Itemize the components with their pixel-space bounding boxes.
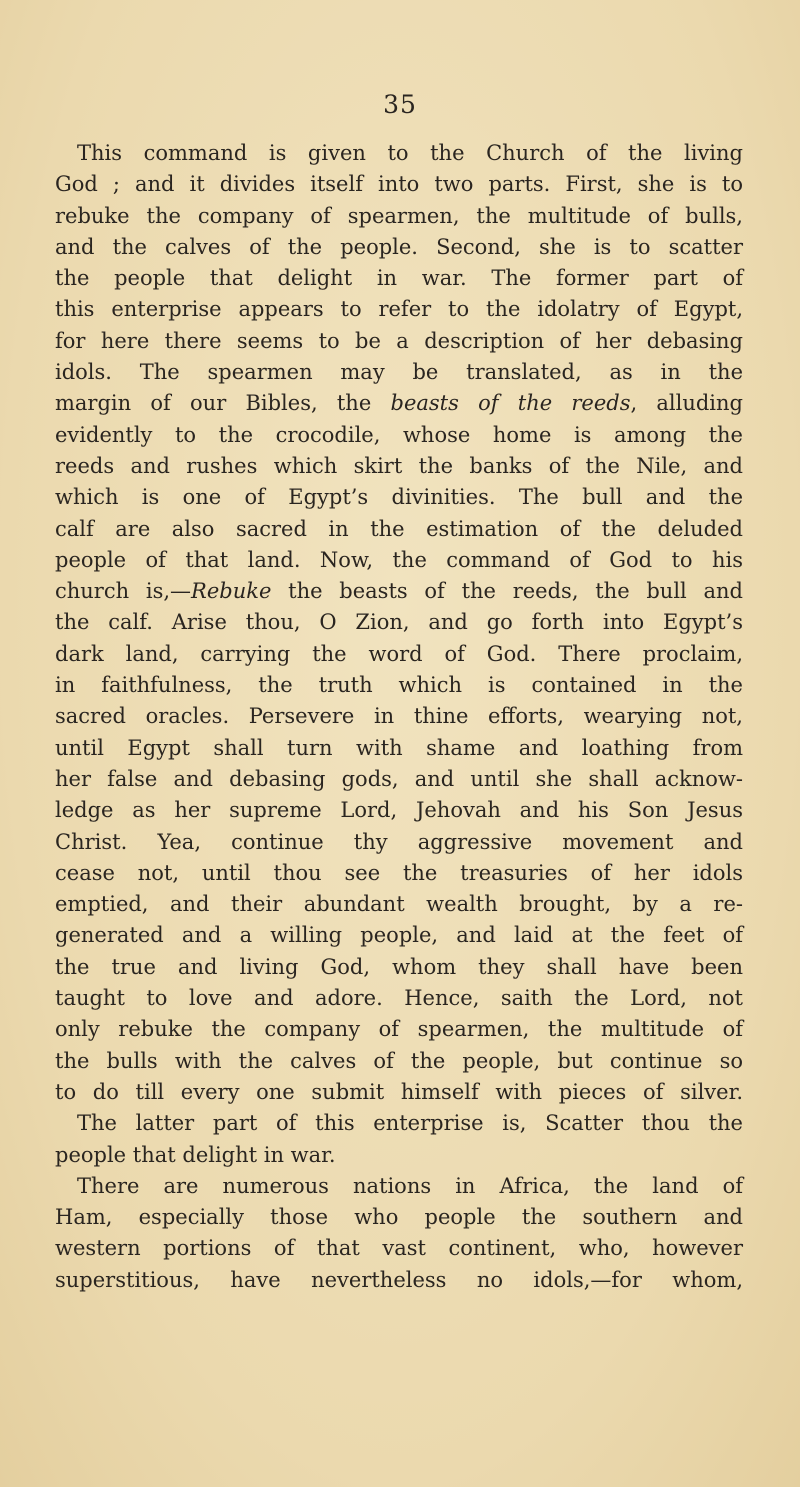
- text-line: This command is given to the Church of the living: [77, 141, 743, 165]
- text-line: evidently to the crocodile, whose home is among the: [55, 422, 743, 447]
- text-line: There are numerous nations in Africa, the land of: [77, 1173, 743, 1198]
- text-line: dark land, carrying the word of God. There proclaim,: [55, 641, 743, 666]
- text-line: people that delight in war.: [55, 1142, 336, 1167]
- text-line: her false and debasing gods, and until she shall acknow-: [55, 766, 743, 791]
- text-line: until Egypt shall turn with shame and loathing from: [55, 735, 743, 760]
- text-line: The latter part of this enterprise is, Scatter thou the: [77, 1111, 743, 1136]
- text-line: the bulls with the calves of the people, but continue so: [55, 1048, 743, 1073]
- text-line: in faithfulness, the truth which is contained in the: [55, 673, 743, 698]
- text-line: rebuke the company of spearmen, the multitude of bulls,: [55, 203, 743, 228]
- text-line: God ; and it divides itself into two parts. First, she is to: [55, 172, 743, 197]
- text-line: to do till every one submit himself with pieces of silver.: [55, 1079, 743, 1104]
- text-line: people of that land. Now, the command of God to his: [55, 547, 743, 572]
- text-line: the people that delight in war. The former part of: [55, 266, 743, 291]
- text-line-with-italic: church is,—Rebuke the beasts of the reeds, the bull and: [55, 579, 743, 604]
- text-line: ledge as her supreme Lord, Jehovah and his Son Jesus: [55, 798, 743, 823]
- text-line: idols. The spearmen may be translated, as in the: [55, 360, 743, 385]
- text-line: the true and living God, whom they shall have been: [55, 954, 743, 979]
- italic-phrase: beasts of the reeds: [390, 391, 631, 416]
- text-line: western portions of that vast continent, who, however: [55, 1236, 743, 1261]
- page-number: 35: [383, 90, 417, 119]
- text-line: Christ. Yea, continue thy aggressive movement and: [55, 829, 743, 854]
- text-line-with-italic: margin of our Bibles, the beasts of the reeds, alluding: [55, 391, 743, 416]
- text-line: generated and a willing people, and laid at the feet of: [55, 923, 743, 948]
- text-line: cease not, until thou see the treasuries of her idols: [55, 860, 743, 885]
- text-line: sacred oracles. Persevere in thine efforts, wearying not,: [55, 704, 743, 729]
- text-line: calf are also sacred in the estimation of the deluded: [55, 516, 743, 541]
- text-line: the calf. Arise thou, O Zion, and go forth into Egypt’s: [55, 610, 743, 635]
- text-line: Ham, especially those who people the southern and: [55, 1205, 743, 1230]
- text-line: superstitious, have nevertheless no idols,—for whom,: [55, 1267, 743, 1292]
- text-line: only rebuke the company of spearmen, the multitude of: [55, 1017, 743, 1042]
- text-line: which is one of Egypt’s divinities. The bull and the: [55, 485, 743, 510]
- text-line: taught to love and adore. Hence, saith the Lord, not: [55, 986, 743, 1011]
- text-line: reeds and rushes which skirt the banks of the Nile, and: [55, 453, 743, 478]
- text-line: emptied, and their abundant wealth brought, by a re-: [55, 892, 743, 917]
- body-text: [55, 138, 743, 1296]
- text-line: for here there seems to be a description of her debasing: [55, 328, 743, 353]
- text-line: this enterprise appears to refer to the idolatry of Egypt,: [55, 297, 743, 322]
- italic-phrase: Rebuke: [191, 579, 272, 604]
- text-line: and the calves of the people. Second, she is to scatter: [55, 234, 743, 259]
